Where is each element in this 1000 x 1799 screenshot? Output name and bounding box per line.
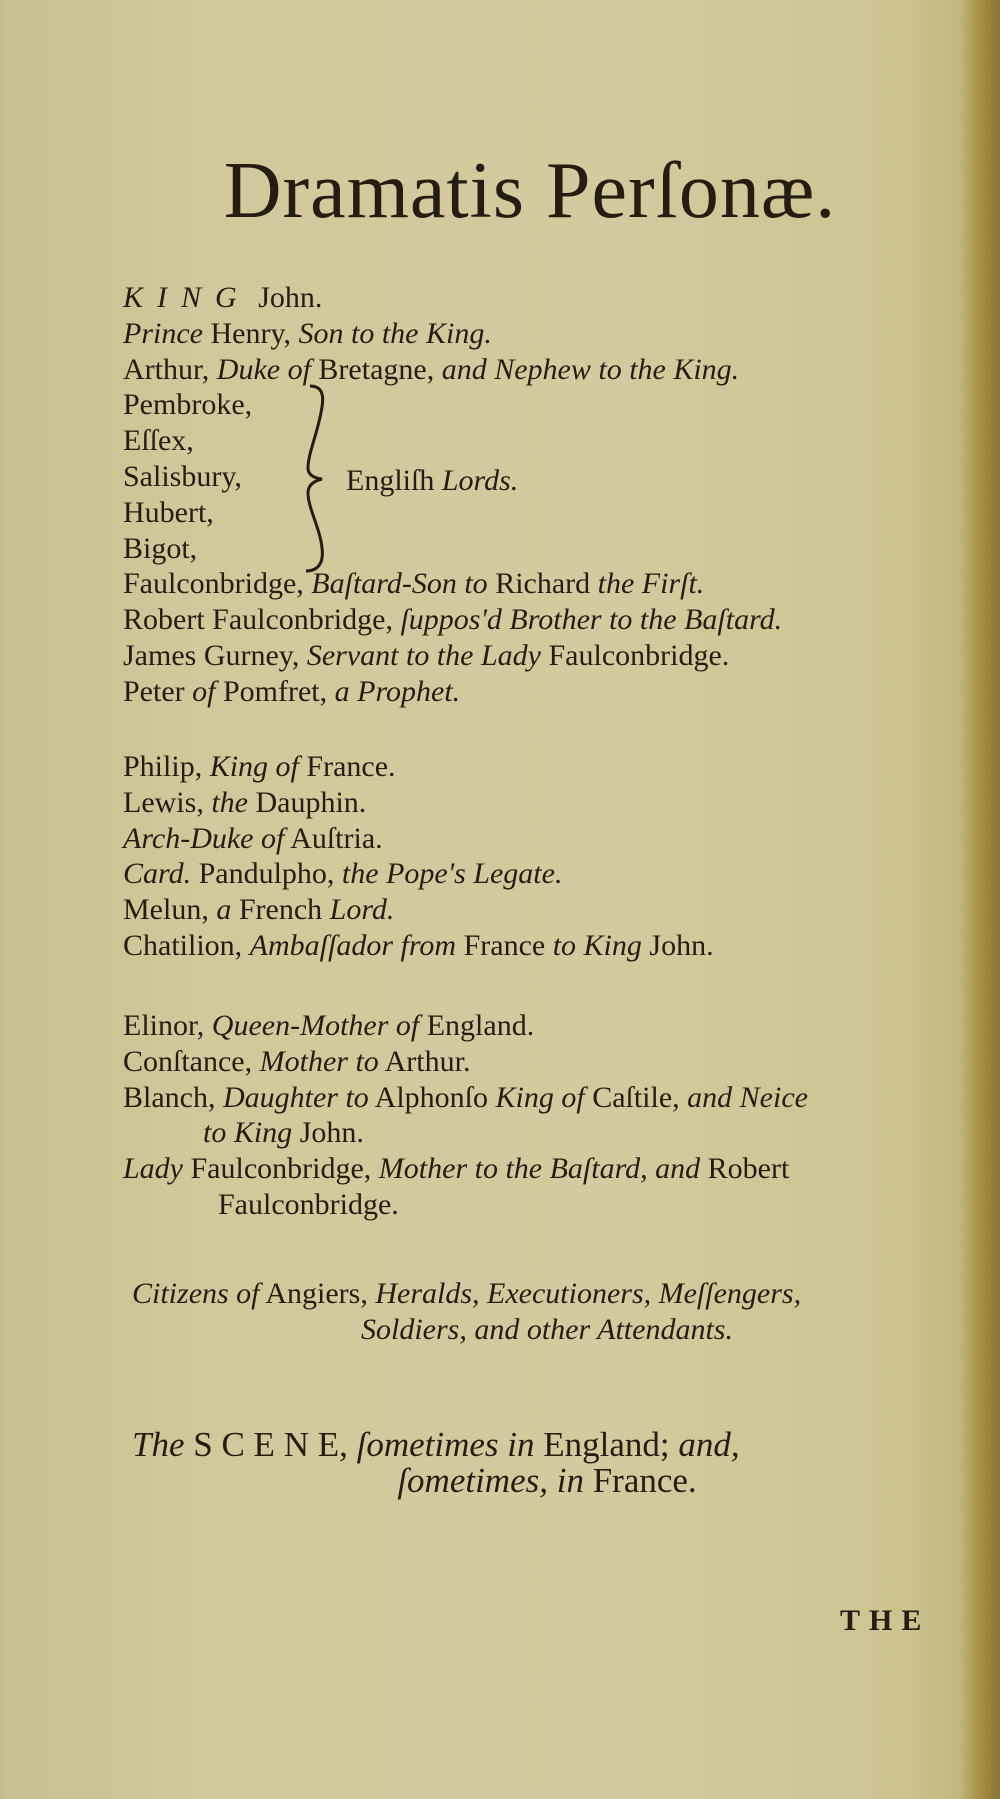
- roman-text: John.: [292, 1116, 364, 1150]
- roman-text: Salisbury,: [123, 459, 242, 493]
- scene-note: [132, 1426, 962, 1498]
- roman-text: Faulconbridge.: [540, 638, 730, 672]
- roman-text: Robert Faulconbridge,: [123, 603, 401, 637]
- roman-text: Arthur.: [378, 1044, 471, 1078]
- roman-text: Pomfret,: [215, 674, 335, 708]
- italic-text: Soldiers, and other Attendants.: [361, 1312, 733, 1346]
- italic-text: Lords.: [441, 464, 519, 497]
- roman-text: Engliſh: [346, 464, 442, 497]
- text-line: [123, 674, 782, 710]
- text-line: [132, 1312, 962, 1348]
- text-line: [123, 531, 782, 567]
- text-line: [123, 1080, 808, 1116]
- italic-text: Heralds, Executioners, Meſſengers,: [375, 1277, 802, 1310]
- text-line: [123, 1151, 808, 1187]
- italic-text: King of: [209, 750, 299, 783]
- roman-text: James Gurney,: [123, 638, 307, 672]
- text-line: [123, 280, 782, 316]
- italic-text: and Nephew to the King.: [441, 352, 740, 386]
- roman-text: Lewis,: [123, 785, 212, 819]
- italic-text: ſuppos'd Brother to the Baſtard.: [400, 603, 783, 637]
- page-title: Dramatis Perſonæ.: [223, 147, 837, 235]
- roman-text: Robert: [700, 1152, 790, 1186]
- roman-text: Conſtance,: [123, 1044, 260, 1078]
- roman-text: France.: [298, 750, 396, 783]
- italic-text: ſometimes, in: [397, 1460, 584, 1500]
- italic-text: Lady: [123, 1152, 183, 1186]
- roman-text: England;: [534, 1425, 679, 1464]
- italic-text: and: [655, 1152, 701, 1186]
- italic-text: ſometimes in: [356, 1425, 535, 1464]
- italic-text: Baſtard-Son to: [311, 567, 488, 601]
- text-line: [123, 856, 714, 892]
- italic-text: Queen-Mother of: [211, 1009, 420, 1042]
- roman-text: Blanch,: [123, 1080, 223, 1114]
- italic-text: Mother to the Baſtard,: [378, 1152, 648, 1186]
- text-line: [123, 566, 782, 602]
- roman-text: Elinor,: [123, 1009, 212, 1042]
- roman-text: S C E N E,: [184, 1425, 357, 1464]
- text-line: [123, 785, 714, 821]
- italic-text: Arch-Duke of: [123, 821, 285, 855]
- text-line: [123, 1044, 808, 1080]
- italic-text: Prince: [123, 316, 203, 350]
- citizens-attendants: [132, 1276, 962, 1348]
- roman-text: Bigot,: [123, 531, 198, 565]
- catchword: THE: [840, 1604, 931, 1637]
- text-line: [132, 1276, 962, 1312]
- roman-text: Philip,: [123, 750, 210, 783]
- roman-text: Caſtile,: [584, 1080, 688, 1114]
- roman-text: Eſſex,: [123, 424, 194, 458]
- italic-text: Daughter to: [222, 1080, 369, 1114]
- italic-text: and Neice: [687, 1080, 808, 1114]
- text-line: [123, 423, 782, 459]
- italic-text: to King: [552, 928, 642, 962]
- roman-text: Angiers,: [259, 1277, 376, 1310]
- text-line: [123, 1008, 808, 1044]
- roman-text: Auſtria.: [284, 821, 383, 855]
- roman-text: Peter: [123, 674, 193, 708]
- text-line: [123, 352, 782, 388]
- roman-text: Alphonſo: [368, 1080, 496, 1114]
- italic-text: to King: [203, 1116, 293, 1150]
- roman-text: France: [456, 928, 553, 962]
- text-line: [123, 892, 714, 928]
- roman-text: France.: [583, 1460, 697, 1500]
- roman-text: John.: [250, 281, 323, 314]
- text-line: [123, 1187, 808, 1223]
- text-line: [123, 749, 714, 785]
- italic-text: and,: [678, 1425, 740, 1464]
- text-line: [132, 1462, 962, 1498]
- text-line: [132, 1426, 962, 1462]
- italic-text: The: [132, 1425, 185, 1464]
- italic-text: the Firſt.: [597, 567, 705, 601]
- italic-text: King of: [495, 1080, 585, 1114]
- roman-text: Pandulpho,: [191, 857, 342, 891]
- roman-text: Bretagne,: [310, 352, 442, 386]
- italic-text: a: [216, 893, 232, 927]
- cast-list-women: [123, 1008, 808, 1223]
- roman-text: Faulconbridge,: [183, 1152, 379, 1186]
- roman-text: Dauphin.: [247, 785, 367, 819]
- roman-text: England.: [419, 1009, 535, 1042]
- italic-text: Duke of: [216, 352, 311, 386]
- roman-text: Faulconbridge,: [123, 567, 312, 601]
- italic-text: the: [211, 785, 248, 819]
- roman-text: Pembroke,: [123, 388, 253, 422]
- italic-text: Mother to: [259, 1044, 379, 1078]
- italic-text: Lord.: [329, 893, 395, 927]
- italic-text: Servant to the Lady: [306, 638, 541, 672]
- roman-text: French: [231, 893, 330, 927]
- roman-text: Richard: [487, 567, 598, 601]
- roman-text: Faulconbridge.: [218, 1187, 399, 1221]
- text-line: [123, 1115, 808, 1151]
- italic-text: Ambaſſador from: [249, 928, 457, 962]
- english-lords-label: [346, 464, 518, 498]
- roman-text: Henry,: [202, 316, 299, 350]
- text-line: [123, 495, 782, 531]
- roman-text: Arthur,: [123, 352, 217, 386]
- italic-text: of: [192, 674, 216, 708]
- text-line: [123, 316, 782, 352]
- italic-text: Son to the King.: [298, 316, 492, 350]
- italic-text: a Prophet.: [334, 674, 461, 708]
- text-line: [123, 821, 714, 857]
- text-line: [123, 638, 782, 674]
- roman-text: Hubert,: [123, 495, 214, 529]
- curly-brace: [300, 383, 340, 573]
- cast-list-french: [123, 749, 714, 964]
- roman-text: Melun,: [123, 893, 217, 927]
- text-line: [123, 602, 782, 638]
- italic-text: Citizens of: [132, 1277, 260, 1310]
- text-line: [123, 387, 782, 423]
- roman-text: John.: [641, 928, 714, 962]
- roman-text: Chatilion,: [123, 928, 250, 962]
- italic-text: KING: [123, 281, 251, 314]
- text-line: [123, 928, 714, 964]
- italic-text: Card.: [123, 857, 192, 891]
- italic-text: the Pope's Legate.: [341, 857, 563, 891]
